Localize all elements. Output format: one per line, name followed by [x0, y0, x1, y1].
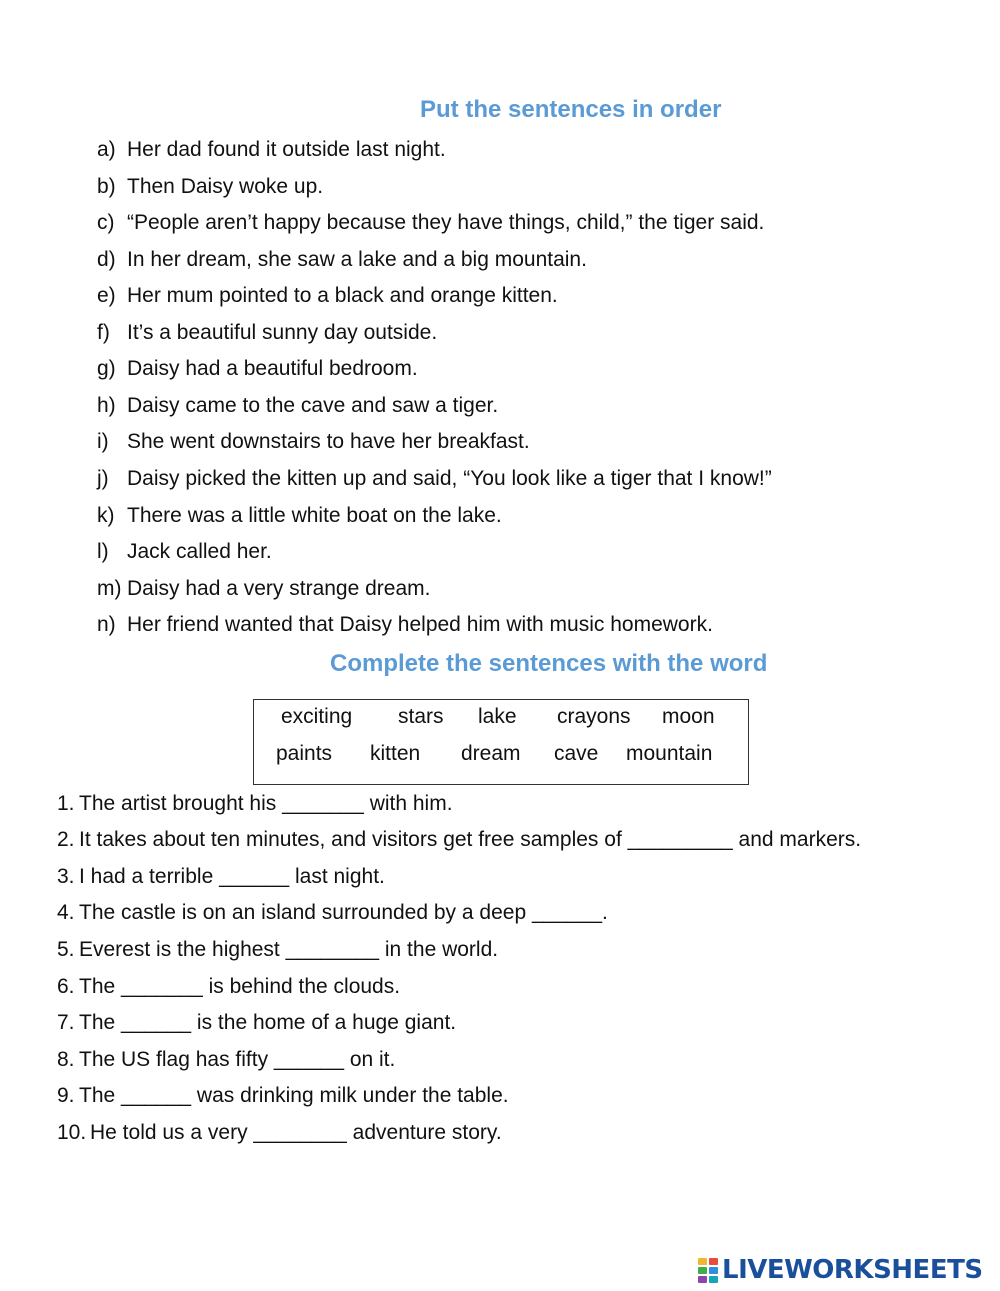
item-number: 1.: [57, 792, 75, 815]
item-text: Her friend wanted that Daisy helped him with music homework.: [127, 613, 713, 636]
item-text: The ______ is the home of a huge giant.: [79, 1011, 457, 1034]
item-label: j): [97, 467, 109, 490]
word-bank-item: dream: [461, 742, 521, 765]
logo-icon: [698, 1256, 720, 1284]
word-bank-item: cave: [554, 742, 599, 765]
liveworksheets-logo: [698, 1254, 983, 1286]
word-bank-item: stars: [398, 705, 444, 728]
item-text: Everest is the highest ________ in the world.: [79, 938, 499, 961]
item-number: 8.: [57, 1048, 75, 1071]
logo-text: LIVEWORKSHEETS: [722, 1255, 983, 1285]
item-number: 6.: [57, 975, 75, 998]
item-text: “People aren’t happy because they have things, child,” the tiger said.: [127, 211, 765, 234]
item-text: It takes about ten minutes, and visitors get free samples of _________ and markers.: [79, 828, 862, 851]
item-text: The _______ is behind the clouds.: [79, 975, 401, 998]
item-text: Daisy picked the kitten up and said, “You look like a tiger that I know!”: [127, 467, 772, 490]
item-text: It’s a beautiful sunny day outside.: [127, 321, 438, 344]
item-label: n): [97, 613, 116, 636]
section-title-complete: Complete the sentences with the word: [330, 650, 768, 677]
item-label: b): [97, 175, 116, 198]
item-text: He told us a very ________ adventure story.: [90, 1121, 502, 1144]
item-text: The ______ was drinking milk under the table.: [79, 1084, 509, 1107]
item-text: Her dad found it outside last night.: [127, 138, 446, 161]
item-text: There was a little white boat on the lake.: [127, 504, 502, 527]
item-label: c): [97, 211, 115, 234]
item-label: l): [97, 540, 109, 563]
word-bank: [253, 699, 749, 785]
item-label: d): [97, 248, 116, 271]
item-label: g): [97, 357, 116, 380]
word-bank-item: moon: [662, 705, 715, 728]
word-bank-item: kitten: [370, 742, 421, 765]
word-bank-item: mountain: [626, 742, 713, 765]
word-bank-item: crayons: [557, 705, 631, 728]
item-label: f): [97, 321, 110, 344]
item-label: m): [97, 577, 122, 600]
item-text: The US flag has fifty ______ on it.: [79, 1048, 396, 1071]
item-number: 7.: [57, 1011, 75, 1034]
word-bank-item: paints: [276, 742, 333, 765]
item-number: 5.: [57, 938, 75, 961]
item-text: Daisy had a very strange dream.: [127, 577, 431, 600]
item-number: 9.: [57, 1084, 75, 1107]
item-text: Daisy came to the cave and saw a tiger.: [127, 394, 499, 417]
item-label: h): [97, 394, 116, 417]
item-label: a): [97, 138, 116, 161]
item-number: 2.: [57, 828, 75, 851]
item-label: k): [97, 504, 115, 527]
item-number: 10.: [57, 1121, 87, 1144]
item-label: i): [97, 430, 109, 453]
item-number: 4.: [57, 901, 75, 924]
item-text: In her dream, she saw a lake and a big mountain.: [127, 248, 587, 271]
item-text: The artist brought his _______ with him.: [79, 792, 453, 815]
item-text: Her mum pointed to a black and orange kitten.: [127, 284, 558, 307]
word-bank-item: lake: [478, 705, 517, 728]
word-bank-item: exciting: [281, 705, 353, 728]
item-text: She went downstairs to have her breakfast.: [127, 430, 530, 453]
item-number: 3.: [57, 865, 75, 888]
item-text: Daisy had a beautiful bedroom.: [127, 357, 418, 380]
section-title-order: Put the sentences in order: [420, 96, 722, 123]
item-text: Jack called her.: [127, 540, 272, 563]
item-text: I had a terrible ______ last night.: [79, 865, 385, 888]
item-text: The castle is on an island surrounded by a deep ______.: [79, 901, 608, 924]
item-label: e): [97, 284, 116, 307]
item-text: Then Daisy woke up.: [127, 175, 324, 198]
